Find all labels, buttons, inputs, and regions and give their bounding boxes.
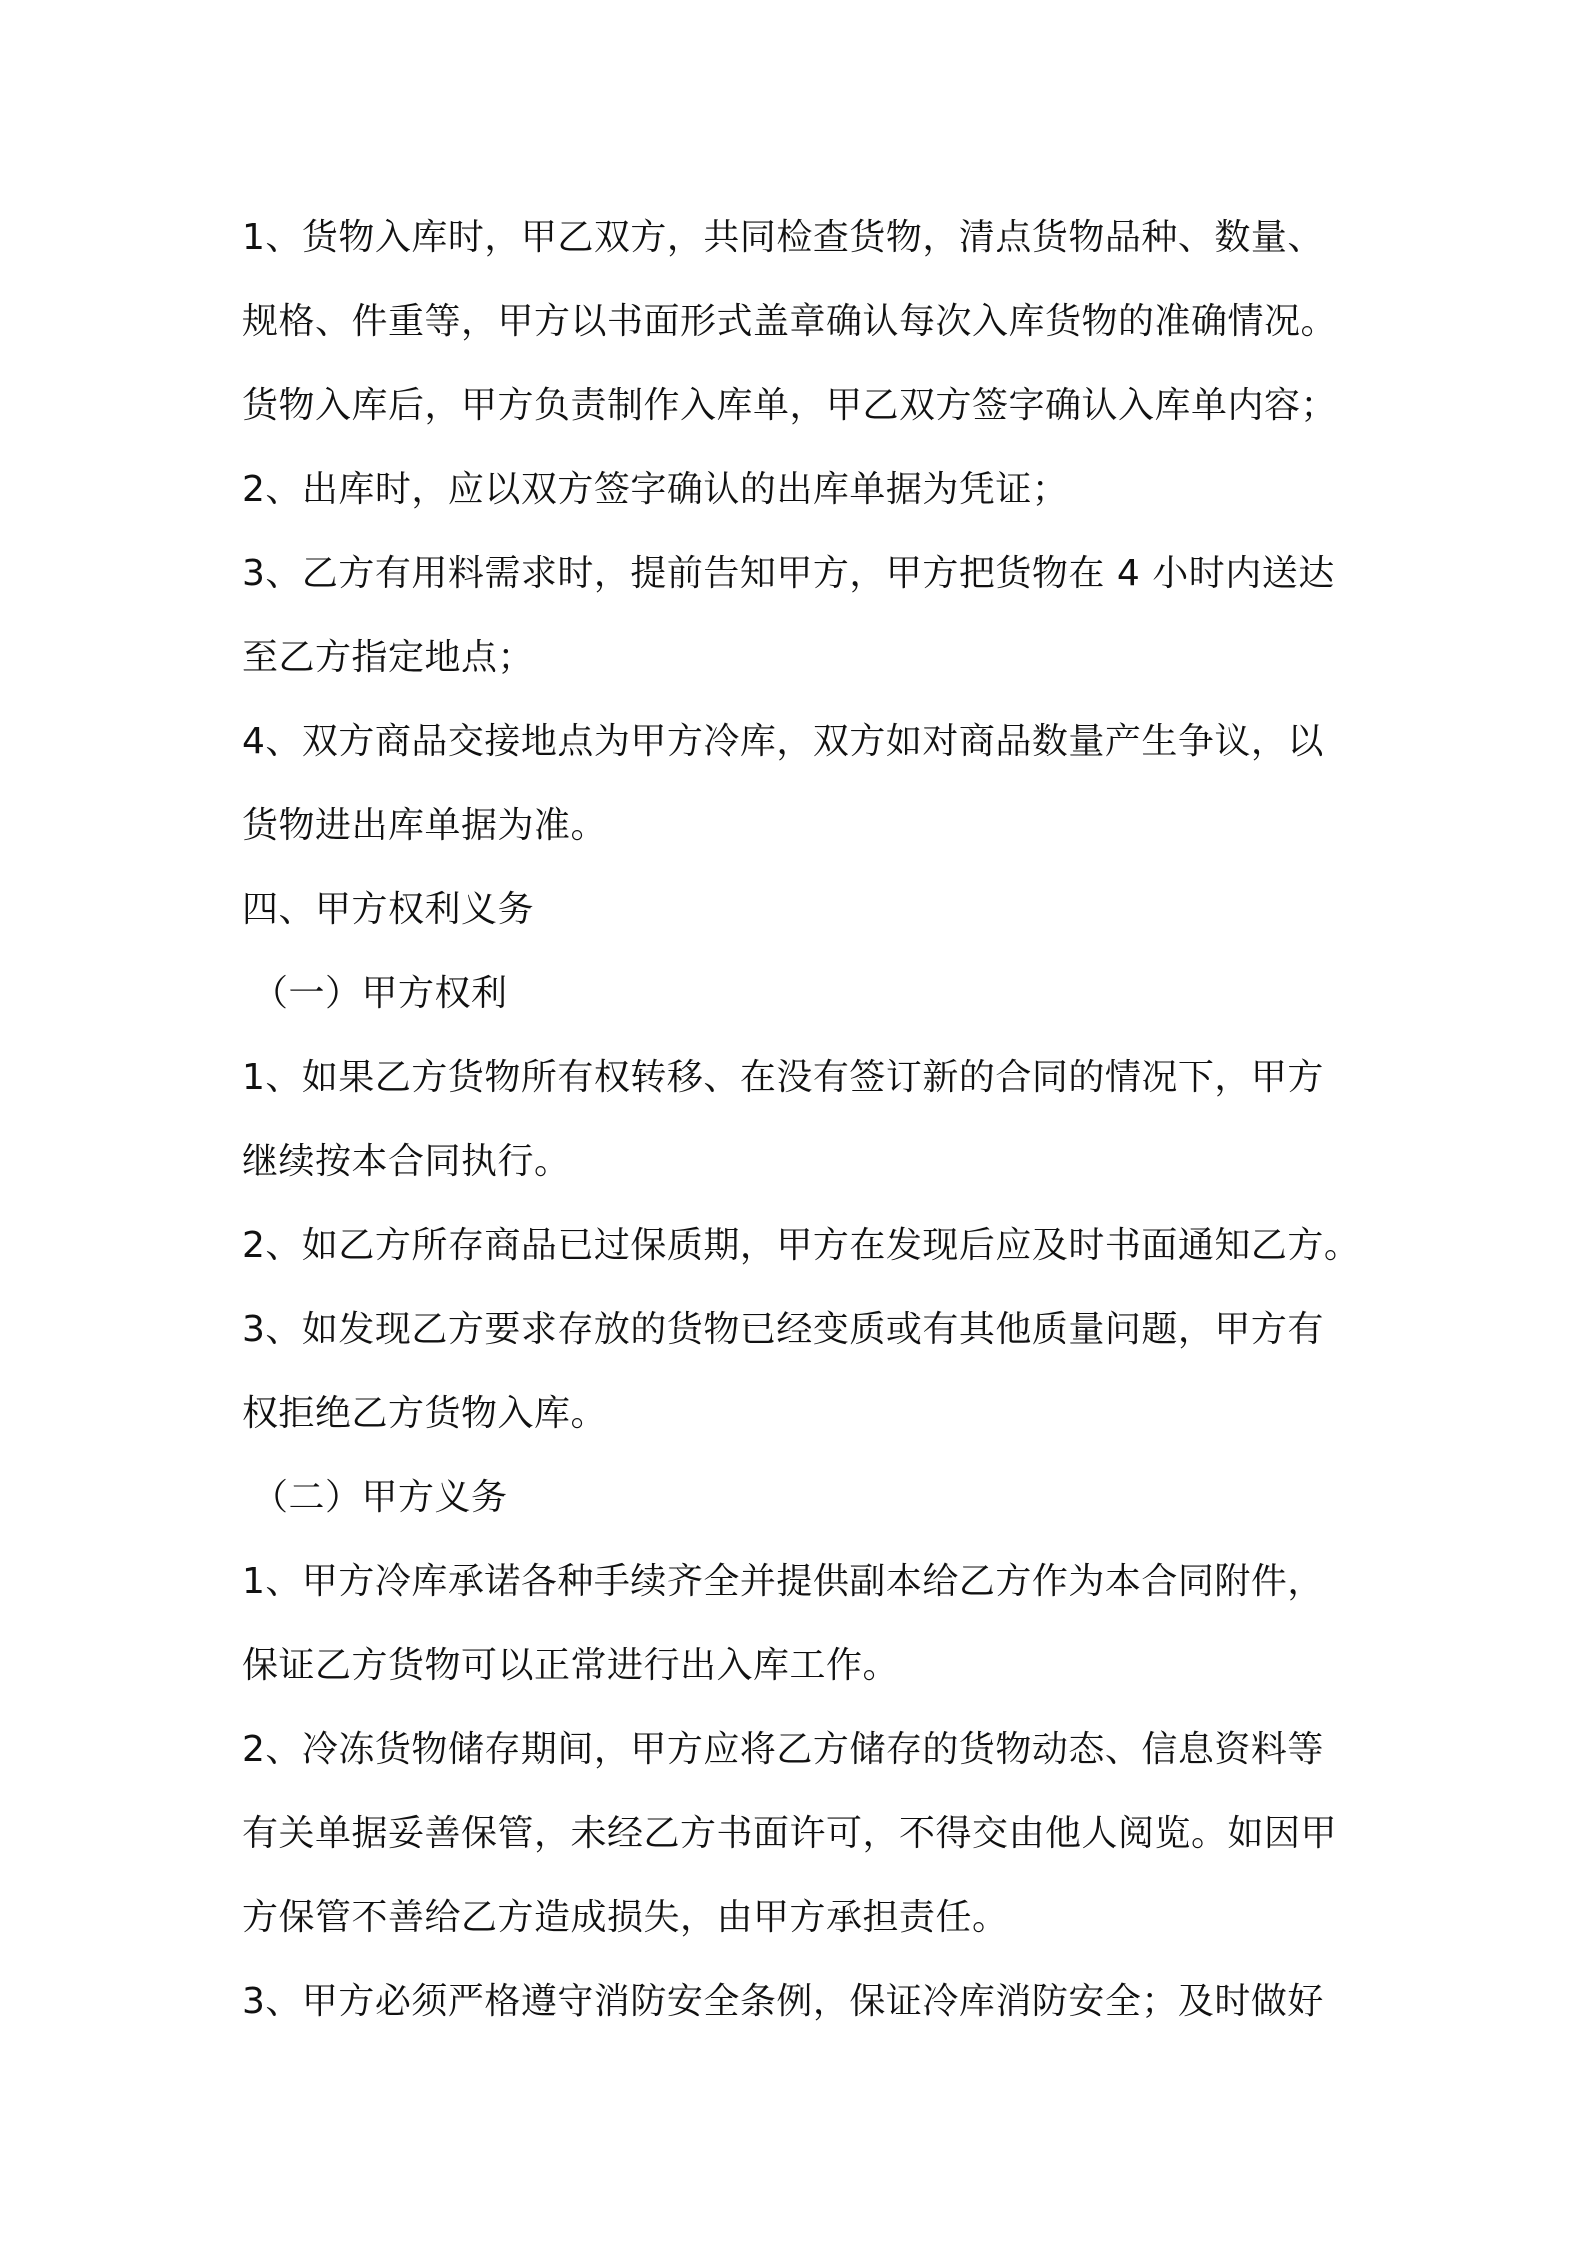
text-line: 至乙方指定地点；: [242, 637, 535, 678]
text-line: 4、双方商品交接地点为甲方冷库，双方如对商品数量产生争议，以: [242, 721, 1324, 762]
text-line: 保证乙方货物可以正常进行出入库工作。: [242, 1645, 900, 1686]
text-line: 货物进出库单据为准。: [242, 805, 608, 846]
text-line: 继续按本合同执行。: [242, 1141, 571, 1182]
text-line: 方保管不善给乙方造成损失，由甲方承担责任。: [242, 1897, 1009, 1938]
text-line: 规格、件重等，甲方以书面形式盖章确认每次入库货物的准确情况。: [242, 301, 1338, 342]
text-line: 2、出库时，应以双方签字确认的出库单据为凭证；: [242, 469, 1069, 510]
document-body: [242, 196, 1372, 2044]
text-line: 3、如发现乙方要求存放的货物已经变质或有其他质量问题，甲方有: [242, 1309, 1324, 1350]
text-line: 3、乙方有用料需求时，提前告知甲方，甲方把货物在 4 小时内送达: [242, 553, 1335, 594]
text-line: 货物入库后，甲方负责制作入库单，甲乙双方签字确认入库单内容；: [242, 385, 1338, 426]
subsection-heading: （二）甲方义务: [252, 1477, 508, 1518]
text-line: 1、如果乙方货物所有权转移、在没有签订新的合同的情况下，甲方: [242, 1057, 1324, 1098]
subsection-heading: （一）甲方权利: [252, 973, 508, 1014]
text-line: 权拒绝乙方货物入库。: [242, 1393, 608, 1434]
text-line: 有关单据妥善保管，未经乙方书面许可，不得交由他人阅览。如因甲: [242, 1813, 1338, 1854]
text-line: 1、货物入库时，甲乙双方，共同检查货物，清点货物品种、数量、: [242, 217, 1324, 258]
text-line: 3、甲方必须严格遵守消防安全条例，保证冷库消防安全；及时做好: [242, 1981, 1324, 2022]
text-line: 1、甲方冷库承诺各种手续齐全并提供副本给乙方作为本合同附件，: [242, 1561, 1324, 1602]
section-heading: 四、甲方权利义务: [242, 889, 535, 930]
text-line: 2、如乙方所存商品已过保质期，甲方在发现后应及时书面通知乙方。: [242, 1225, 1361, 1266]
text-line: 2、冷冻货物储存期间，甲方应将乙方储存的货物动态、信息资料等: [242, 1729, 1324, 1770]
